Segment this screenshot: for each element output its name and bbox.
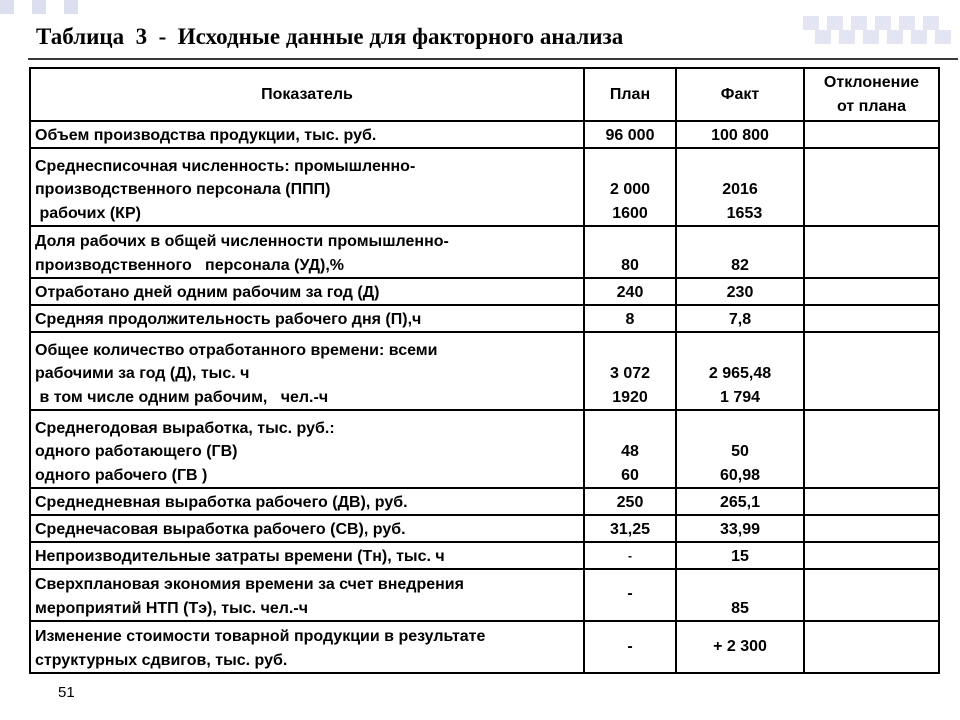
fact-value: 230 (726, 283, 754, 301)
fact-value: 1653 (717, 204, 763, 222)
fact-cell (676, 121, 804, 148)
fact-value: 50 (731, 443, 749, 460)
plan-value: 48 (621, 443, 639, 460)
plan-value: 3 072 (609, 365, 651, 382)
header-plan: План (584, 68, 676, 121)
fact-cell (676, 278, 804, 305)
indicator-cell (30, 569, 584, 621)
indicator-cell (30, 121, 584, 148)
plan-cell (584, 305, 676, 332)
plan-value: 2 000 (609, 181, 651, 198)
plan-value: 1600 (612, 204, 648, 222)
fact-cell (676, 569, 804, 621)
indicator-line: в том числе одним рабочим, чел.-ч (35, 388, 329, 406)
indicator-line: Среднесписочная численность: промышленно- (35, 157, 416, 175)
plan-cell (584, 542, 676, 569)
fact-value: + 2 300 (713, 638, 767, 656)
table-row (30, 332, 939, 410)
indicator-line: одного рабочего (ГВ ) (35, 466, 208, 484)
deviation-cell (804, 226, 939, 278)
indicator-cell (30, 278, 584, 305)
table-body (30, 121, 939, 673)
indicator-cell (30, 305, 584, 332)
indicator-cell (30, 332, 584, 410)
indicator-line: Среднедневная выработка рабочего (ДВ), руб. (35, 493, 408, 511)
fact-value: 15 (731, 547, 749, 565)
header-deviation-line: Отклонение (823, 74, 920, 91)
table-header-row (30, 68, 939, 121)
indicator-line: Изменение стоимости товарной продукции в результате (35, 628, 486, 645)
fact-cell (676, 305, 804, 332)
page-title: Таблица 3 - Исходные данные для факторного анализа (36, 24, 624, 49)
deviation-cell (804, 621, 939, 673)
plan-cell (584, 278, 676, 305)
plan-value: 80 (621, 256, 639, 274)
fact-cell (676, 621, 804, 673)
plan-value: - (627, 585, 633, 602)
plan-value: 250 (616, 493, 644, 511)
fact-value: 85 (731, 599, 749, 617)
indicator-line: Среднегодовая выработка, тыс. руб.: (35, 419, 335, 437)
plan-value: - (628, 548, 632, 563)
indicator-line: Средняя продолжительность рабочего дня (П),ч (35, 310, 422, 328)
plan-cell (584, 621, 676, 673)
table-row (30, 515, 939, 542)
deviation-cell (804, 278, 939, 305)
plan-value: 240 (616, 283, 644, 301)
fact-cell (676, 410, 804, 488)
fact-cell (676, 226, 804, 278)
table-row (30, 278, 939, 305)
indicator-cell (30, 148, 584, 226)
table-row (30, 621, 939, 673)
indicator-line: рабочих (КР) (35, 204, 141, 222)
indicator-line: одного работающего (ГВ) (35, 443, 238, 460)
fact-cell (676, 515, 804, 542)
fact-value: 265,1 (719, 493, 761, 511)
title-underline (28, 58, 958, 60)
fact-cell (676, 148, 804, 226)
indicator-line: производственного персонала (УД),% (35, 256, 344, 274)
fact-value: 60,98 (719, 466, 761, 484)
fact-cell (676, 488, 804, 515)
indicator-line: Общее количество отработанного времени: всеми (35, 341, 438, 359)
plan-value: 8 (625, 310, 635, 328)
indicator-cell (30, 488, 584, 515)
deviation-cell (804, 542, 939, 569)
fact-value: 1 794 (719, 388, 761, 406)
table-row (30, 148, 939, 226)
decorative-squares-top-left (0, 0, 110, 16)
header-fact: Факт (676, 68, 804, 121)
fact-value: 33,99 (719, 520, 761, 538)
plan-cell (584, 569, 676, 621)
factor-analysis-table (29, 67, 940, 674)
deviation-cell (804, 332, 939, 410)
indicator-line: Непроизводительные затраты времени (Тн), тыс. ч (35, 547, 445, 565)
plan-cell (584, 332, 676, 410)
plan-value: 1920 (612, 388, 648, 406)
fact-value: 100 800 (711, 126, 769, 144)
plan-cell (584, 226, 676, 278)
table-row (30, 569, 939, 621)
indicator-cell (30, 542, 584, 569)
fact-value: 82 (731, 256, 749, 274)
deviation-cell (804, 121, 939, 148)
indicator-line: структурных сдвигов, тыс. руб. (35, 651, 288, 669)
plan-value: 96 000 (605, 126, 655, 144)
deviation-cell (804, 488, 939, 515)
page-number: 51 (58, 684, 75, 701)
indicator-line: рабочими за год (Д), тыс. ч (35, 365, 250, 382)
indicator-line: Объем производства продукции, тыс. руб. (35, 126, 377, 144)
indicator-cell (30, 410, 584, 488)
indicator-line: Доля рабочих в общей численности промышленно- (35, 233, 449, 250)
header-deviation-line: от плана (837, 97, 906, 115)
deviation-cell (804, 148, 939, 226)
indicator-line: мероприятий НТП (Тэ), тыс. чел.-ч (35, 599, 308, 617)
deviation-cell (804, 305, 939, 332)
indicator-line: производственного персонала (ППП) (35, 181, 331, 198)
fact-cell (676, 332, 804, 410)
indicator-line: Сверхплановая экономия времени за счет внедрения (35, 576, 464, 593)
indicator-line: Среднечасовая выработка рабочего (СВ), руб. (35, 520, 406, 538)
fact-value: 2 965,48 (708, 365, 772, 382)
deviation-cell (804, 515, 939, 542)
table-row (30, 305, 939, 332)
plan-value: - (627, 638, 633, 656)
fact-cell (676, 542, 804, 569)
plan-cell (584, 515, 676, 542)
table-row (30, 121, 939, 148)
indicator-line: Отработано дней одним рабочим за год (Д) (35, 283, 380, 301)
table-row (30, 488, 939, 515)
header-indicator: Показатель (30, 68, 584, 121)
indicator-cell (30, 621, 584, 673)
plan-cell (584, 488, 676, 515)
plan-cell (584, 121, 676, 148)
decorative-squares-top-right (803, 16, 960, 46)
fact-value: 7,8 (728, 310, 752, 328)
plan-cell (584, 148, 676, 226)
plan-value: 31,25 (609, 520, 651, 538)
indicator-cell (30, 515, 584, 542)
deviation-cell (804, 569, 939, 621)
plan-cell (584, 410, 676, 488)
deviation-cell (804, 410, 939, 488)
table-row (30, 542, 939, 569)
table-row (30, 410, 939, 488)
fact-value: 2016 (722, 181, 758, 198)
header-deviation (804, 68, 939, 121)
table-row (30, 226, 939, 278)
plan-value: 60 (621, 466, 639, 484)
indicator-cell (30, 226, 584, 278)
